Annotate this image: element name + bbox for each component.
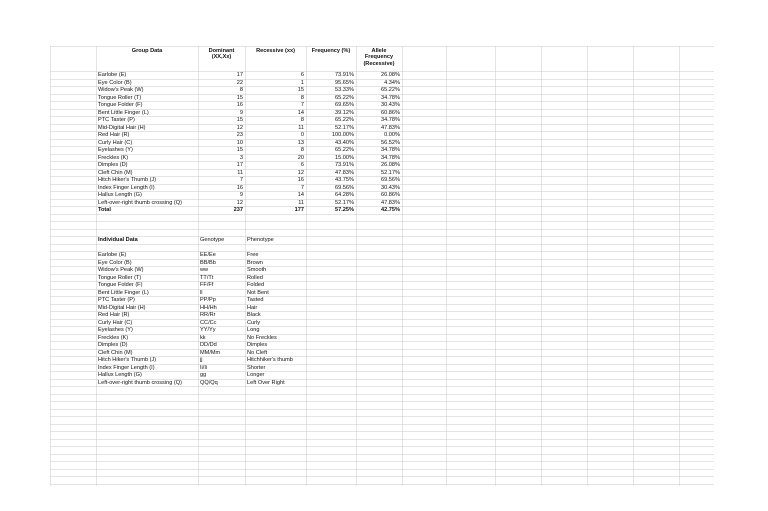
individual-trait-label: Red Hair (R) (98, 312, 130, 318)
trait-label: Curly Hair (C) (98, 139, 133, 146)
recessive-count: 11 (298, 124, 304, 131)
genotype-value: YY/Yy (200, 327, 216, 333)
allele-frequency-value: 34.78% (381, 147, 400, 153)
phenotype-value: Free (247, 252, 259, 258)
recessive-count: 6 (300, 72, 304, 78)
spreadsheet-grid (50, 46, 714, 486)
dominant-count: 17 (236, 72, 243, 78)
individual-trait-label: Freckles (K) (98, 334, 129, 341)
frequency-value: 43.75% (335, 177, 354, 183)
recessive-count: 20 (297, 154, 304, 161)
dominant-count: 12 (236, 199, 243, 206)
trait-label: Bent Little Finger (L) (98, 109, 149, 116)
recessive-count: 8 (300, 94, 304, 101)
trait-label: Cleft Chin (M) (98, 169, 133, 176)
phenotype-value: Hair (247, 304, 258, 311)
frequency-value: 53.33% (335, 87, 354, 93)
phenotype-value: Brown (247, 259, 263, 266)
recessive-count: 8 (300, 117, 304, 123)
dominant-count: 8 (239, 87, 243, 93)
individual-trait-label: Index Finger Length (I) (98, 364, 155, 371)
allele-frequency-value: 65.22% (381, 87, 400, 93)
recessive-count: 14 (297, 192, 304, 198)
frequency-value: 65.22% (335, 147, 354, 153)
dominant-count: 15 (236, 117, 243, 123)
recessive-count: 7 (300, 102, 304, 108)
genotype-value: ww (200, 267, 209, 273)
allele-frequency-header: Allele Frequency (Recessive) (363, 48, 395, 67)
genotype-value: FF/Ff (200, 282, 214, 288)
genotype-header: Genotype (200, 237, 225, 243)
trait-label: Mid-Digital Hair (H) (98, 124, 146, 131)
dominant-count: 10 (236, 139, 243, 146)
frequency-value: 69.56% (335, 184, 354, 191)
dominant-count: 11 (237, 169, 243, 176)
allele-frequency-value: 69.56% (381, 177, 400, 183)
genotype-value: HH/Hh (200, 304, 217, 311)
phenotype-value: Rolled (247, 274, 263, 281)
individual-trait-label: Eyelashes (Y) (98, 327, 133, 333)
phenotype-value: Left Over Right (247, 379, 285, 386)
dominant-count: 16 (236, 184, 243, 191)
trait-label: Earlobe (E) (98, 72, 127, 78)
dominant-header: Dominant (XX,Xx) (208, 48, 235, 61)
dominant-count: 16 (236, 102, 243, 108)
recessive-count: 0 (300, 132, 304, 138)
phenotype-value: Folded (247, 282, 265, 288)
phenotype-value: Smooth (247, 267, 267, 273)
genotype-value: RR/Rr (200, 312, 216, 318)
frequency-value: 100.00% (331, 132, 354, 138)
recessive-count: 14 (297, 109, 304, 116)
trait-label: Tongue Folder (F) (98, 102, 143, 108)
recessive-count: 8 (300, 147, 304, 153)
dominant-count: 12 (236, 124, 243, 131)
allele-frequency-value: 26.08% (381, 72, 400, 78)
phenotype-value: Tasted (247, 297, 264, 303)
allele-frequency-value: 0.00% (384, 132, 400, 138)
recessive-count: 13 (297, 139, 304, 146)
frequency-value: 69.65% (335, 102, 354, 108)
trait-label: Tongue Roller (T) (98, 94, 142, 101)
recessive-count: 11 (298, 199, 304, 206)
trait-label: Hitch Hiker's Thumb (J) (98, 177, 157, 183)
allele-frequency-value: 34.78% (381, 94, 400, 101)
individual-trait-label: Left-over-right thumb crossing (Q) (98, 379, 182, 386)
genotype-value: BB/Bb (200, 259, 216, 266)
allele-frequency-value: 30.43% (381, 184, 400, 191)
frequency-value: 47.83% (335, 169, 354, 176)
frequency-value: 52.17% (335, 124, 354, 131)
frequency-value: 57.25% (335, 207, 354, 213)
recessive-count: 1 (300, 79, 304, 86)
phenotype-value: Longer (247, 372, 265, 378)
frequency-header: Frequency (%) (311, 48, 351, 54)
recessive-count: 16 (297, 177, 304, 183)
frequency-value: 73.91% (335, 72, 354, 78)
genotype-value: EE/Ee (200, 252, 216, 258)
genotype-value: jj (200, 357, 203, 363)
phenotype-value: Long (247, 327, 260, 333)
recessive-count: 177 (294, 207, 304, 213)
individual-trait-label: Curly Hair (C) (98, 319, 133, 326)
frequency-value: 64.28% (335, 192, 354, 198)
individual-trait-label: Cleft Chin (M) (98, 349, 133, 356)
genotype-value: kk (200, 334, 206, 341)
allele-frequency-value: 30.43% (381, 102, 400, 108)
trait-label: Hallux Length (G) (98, 192, 142, 198)
dominant-count: 237 (233, 207, 243, 213)
genotype-value: DD/Dd (200, 342, 217, 348)
phenotype-value: Dimples (247, 342, 268, 348)
dominant-count: 23 (236, 132, 243, 138)
allele-frequency-value: 4.34% (384, 79, 400, 86)
individual-trait-label: Widow's Peak (W) (98, 267, 144, 273)
group-data-header: Group Data (131, 48, 163, 54)
trait-label: Eye Color (B) (98, 79, 132, 86)
frequency-value: 73.91% (335, 162, 354, 168)
phenotype-header: Phenotype (247, 237, 274, 243)
genotype-value: CC/Cc (200, 319, 217, 326)
genotype-value: MM/Mm (200, 349, 221, 356)
recessive-count: 12 (297, 169, 304, 176)
allele-frequency-value: 26.08% (381, 162, 400, 168)
genotype-value: PP/Pp (200, 297, 216, 303)
phenotype-value: Shorter (247, 364, 266, 371)
trait-label-total: Total (98, 207, 111, 213)
frequency-value: 65.22% (335, 94, 354, 101)
dominant-count: 9 (239, 109, 243, 116)
individual-trait-label: Tongue Roller (T) (98, 274, 142, 281)
trait-label: Index Finger Length (I) (98, 184, 155, 191)
individual-trait-label: Hallux Length (G) (98, 372, 142, 378)
individual-trait-label: Earlobe (E) (98, 252, 127, 258)
trait-label: Widow's Peak (W) (98, 87, 144, 93)
individual-trait-label: Dimples (D) (98, 342, 128, 348)
genotype-value: ll (200, 289, 203, 296)
dominant-count: 22 (236, 79, 243, 86)
phenotype-value: Black (247, 312, 261, 318)
trait-label: Red Hair (R) (98, 132, 130, 138)
individual-trait-label: Tongue Folder (F) (98, 282, 143, 288)
phenotype-value: Curly (247, 319, 261, 326)
frequency-value: 52.17% (335, 199, 354, 206)
allele-frequency-value: 56.52% (381, 139, 400, 146)
allele-frequency-value: 60.86% (381, 192, 400, 198)
recessive-count: 15 (297, 87, 304, 93)
recessive-count: 7 (300, 184, 304, 191)
recessive-header: Recessive (xx) (256, 48, 295, 54)
dominant-count: 9 (239, 192, 243, 198)
allele-frequency-value: 47.83% (381, 199, 400, 206)
trait-label: Eyelashes (Y) (98, 147, 133, 153)
trait-label: PTC Taster (P) (98, 117, 135, 123)
individual-trait-label: PTC Taster (P) (98, 297, 135, 303)
frequency-value: 15.00% (335, 154, 354, 161)
genotype-value: Ii/Ii (200, 364, 208, 371)
frequency-value: 43.40% (335, 139, 354, 146)
trait-label: Freckles (K) (98, 154, 129, 161)
genotype-value: gg (200, 372, 207, 378)
allele-frequency-value: 47.83% (381, 124, 400, 131)
genotype-value: TT/Tt (200, 274, 214, 281)
individual-data-header: Individual Data (98, 237, 138, 243)
allele-frequency-value: 34.78% (381, 117, 400, 123)
trait-label: Left-over-right thumb crossing (Q) (98, 199, 182, 206)
phenotype-value: Hitchhiker's thumb (247, 357, 293, 363)
individual-trait-label: Eye Color (B) (98, 259, 132, 266)
allele-frequency-value: 60.86% (381, 109, 400, 116)
recessive-count: 6 (300, 162, 304, 168)
allele-frequency-value: 34.78% (381, 154, 400, 161)
frequency-value: 95.65% (335, 79, 354, 86)
dominant-count: 7 (239, 177, 243, 183)
individual-trait-label: Hitch Hiker's Thumb (J) (98, 357, 157, 363)
dominant-count: 17 (236, 162, 243, 168)
allele-frequency-value: 52.17% (381, 169, 400, 176)
phenotype-value: No Cleft (247, 349, 268, 356)
phenotype-value: Not Bent (247, 289, 269, 296)
dominant-count: 3 (239, 154, 243, 161)
phenotype-value: No Freckles (247, 334, 277, 341)
dominant-count: 15 (236, 94, 243, 101)
dominant-count: 15 (236, 147, 243, 153)
trait-label: Dimples (D) (98, 162, 128, 168)
frequency-value: 65.22% (335, 117, 354, 123)
frequency-value: 39.12% (335, 109, 354, 116)
individual-trait-label: Bent Little Finger (L) (98, 289, 149, 296)
allele-frequency-value: 42.75% (381, 207, 400, 213)
individual-trait-label: Mid-Digital Hair (H) (98, 304, 146, 311)
genotype-value: QQ/Qq (200, 379, 218, 386)
